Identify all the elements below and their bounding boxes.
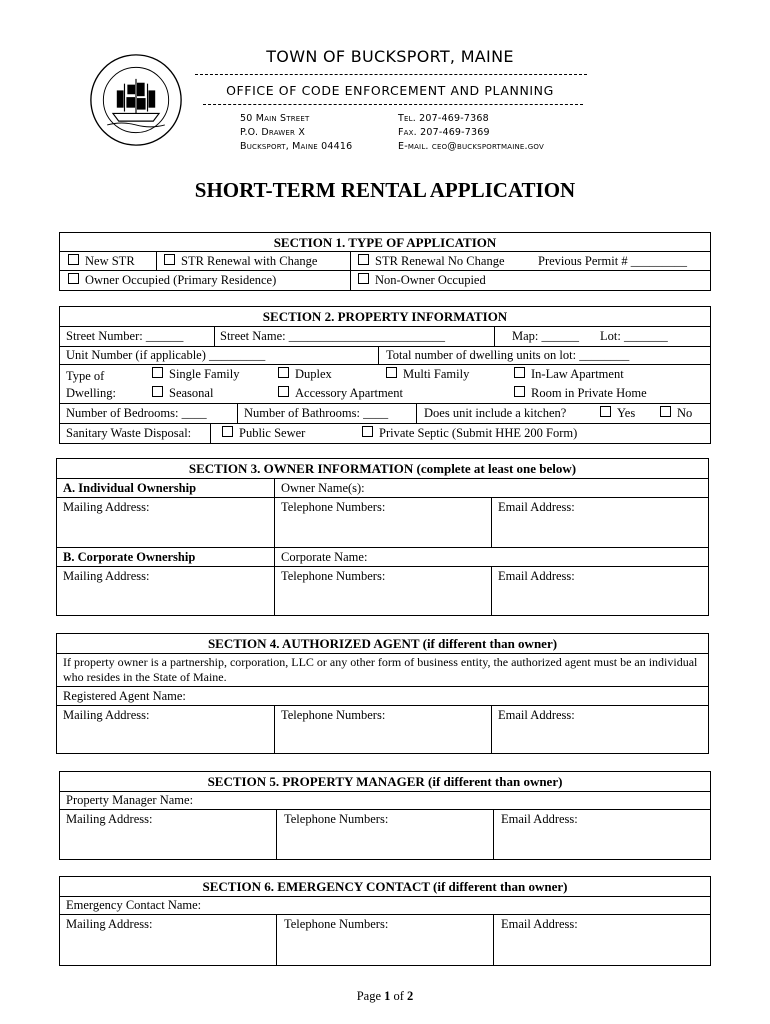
unit-number-field[interactable]: Unit Number (if applicable) _________ [66,348,266,362]
checkbox[interactable] [362,426,373,437]
cell-divider [416,403,417,423]
section-1-type-of-application [59,232,711,291]
option-label: Owner Occupied (Primary Residence) [85,273,277,287]
registered-agent-name-field[interactable]: Registered Agent Name: [63,689,186,703]
mailing-address-field[interactable]: Mailing Address: [66,812,153,826]
section-4-authorized-agent [56,633,709,754]
map-field[interactable]: Map: ______ [512,329,580,343]
mailing-address-field[interactable]: Mailing Address: [63,708,150,722]
renewal-with-change-option[interactable] [164,254,317,269]
row-divider [57,547,708,548]
telephone-field[interactable]: Telephone Numbers: [281,500,386,514]
telephone-field[interactable]: Telephone Numbers: [281,569,386,583]
city-state-zip: Bucksport, Maine 04416 [240,141,353,152]
address-block [240,112,352,154]
checkbox[interactable] [514,367,525,378]
row-divider [57,497,708,498]
checkbox[interactable] [660,406,671,417]
single-family-option[interactable] [152,367,240,382]
accessory-apartment-option[interactable] [278,386,403,401]
cell-divider [493,914,494,966]
header-divider [203,104,583,105]
kitchen-question: Does unit include a kitchen? [424,406,567,420]
total-units-field[interactable]: Total number of dwelling units on lot: ________ [386,348,630,362]
row-divider [60,364,710,365]
email-contact: E-mail. ceo@bucksportmaine.gov [398,141,544,152]
kitchen-no-option[interactable] [660,406,692,421]
row-divider [57,566,708,567]
cell-divider [491,566,492,616]
owner-names-field[interactable]: Owner Name(s): [281,481,365,495]
section-2-property-information [59,306,711,444]
agent-requirement-note: If property owner is a partnership, corporation, LLC or any other form of business entity, the authorized agent must be an individual who resides in the State of Maine. [63,655,698,684]
checkbox[interactable] [68,273,79,284]
checkbox[interactable] [164,254,175,265]
section-heading: SECTION 4. AUTHORIZED AGENT (if different than owner) [207,636,558,651]
bathrooms-field[interactable]: Number of Bathrooms: ____ [244,406,389,420]
individual-ownership-label: A. Individual Ownership [63,481,197,495]
new-str-option[interactable] [68,254,135,269]
email-field[interactable]: Email Address: [498,500,575,514]
option-label: Seasonal [169,386,214,400]
section-heading: SECTION 3. OWNER INFORMATION (complete at least one below) [188,461,577,476]
cell-divider [350,251,351,291]
option-label: New STR [85,254,135,268]
telephone-field[interactable]: Telephone Numbers: [284,917,389,931]
row-divider [60,403,710,404]
corporate-ownership-label: B. Corporate Ownership [63,550,196,564]
section-3-owner-information [56,458,709,616]
seasonal-option[interactable] [152,386,213,401]
cell-divider [237,403,238,423]
cell-divider [378,346,379,364]
office-name: OFFICE OF CODE ENFORCEMENT AND PLANNING [226,83,554,98]
page-label: Page [356,989,381,1003]
checkbox[interactable] [358,273,369,284]
checkbox[interactable] [600,406,611,417]
telephone: Tel. 207-469-7368 [398,113,489,124]
row-divider [60,914,710,915]
po-box: P.O. Drawer X [240,127,306,138]
checkbox[interactable] [358,254,369,265]
telephone-field[interactable]: Telephone Numbers: [284,812,389,826]
row-divider [57,705,708,706]
option-label: STR Renewal with Change [181,254,318,268]
option-label: Duplex [295,367,332,381]
cell-divider [491,497,492,547]
row-divider [60,423,710,424]
dwelling-type-label: Type of [66,369,105,383]
emergency-contact-name-field[interactable]: Emergency Contact Name: [66,898,202,912]
cell-divider [276,809,277,860]
row-divider [60,346,710,347]
email-field[interactable]: Email Address: [501,812,578,826]
form-title: SHORT-TERM RENTAL APPLICATION [194,178,576,202]
private-septic-option[interactable] [362,426,577,441]
option-label: Multi Family [403,367,470,381]
section-5-property-manager [59,771,711,860]
checkbox[interactable] [386,367,397,378]
row-divider [60,791,710,792]
page-of: of [393,989,404,1003]
checkbox[interactable] [152,367,163,378]
option-label: STR Renewal No Change [375,254,505,268]
header-divider [195,74,587,75]
mailing-address-field[interactable]: Mailing Address: [63,500,150,514]
option-label: Private Septic (Submit HHE 200 Form) [379,426,578,440]
option-label: Accessory Apartment [295,386,403,400]
page-number [0,989,770,1004]
cell-divider [494,326,495,346]
mailing-address-field[interactable]: Mailing Address: [66,917,153,931]
property-manager-name-field[interactable]: Property Manager Name: [66,793,194,807]
option-label: Non-Owner Occupied [375,273,486,287]
email-field[interactable]: Email Address: [501,917,578,931]
row-divider [57,478,708,479]
email-field[interactable]: Email Address: [498,708,575,722]
telephone-field[interactable]: Telephone Numbers: [281,708,386,722]
bedrooms-field[interactable]: Number of Bedrooms: ____ [66,406,207,420]
checkbox[interactable] [514,386,525,397]
option-label: Single Family [169,367,240,381]
previous-permit-field[interactable]: Previous Permit # _________ [538,254,687,268]
section-heading: SECTION 1. TYPE OF APPLICATION [273,235,497,250]
corporate-name-field[interactable]: Corporate Name: [281,550,368,564]
room-in-home-option[interactable] [514,386,647,401]
email-field[interactable]: Email Address: [498,569,575,583]
checkbox[interactable] [278,367,289,378]
non-owner-occupied-option[interactable] [358,273,486,288]
street-number-field[interactable]: Street Number: ______ [66,329,184,343]
mailing-address-field[interactable]: Mailing Address: [63,569,150,583]
public-sewer-option[interactable] [222,426,305,441]
checkbox[interactable] [152,386,163,397]
section-heading: SECTION 5. PROPERTY MANAGER (if different than owner) [207,774,563,789]
duplex-option[interactable] [278,367,332,382]
section-heading: SECTION 2. PROPERTY INFORMATION [262,309,508,324]
cell-divider [274,478,275,616]
sanitary-label: Sanitary Waste Disposal: [66,426,192,440]
total-pages: 2 [407,989,414,1003]
checkbox[interactable] [68,254,79,265]
fax: Fax. 207-469-7369 [398,127,490,138]
option-label: No [677,406,693,420]
kitchen-yes-option[interactable] [600,406,635,421]
contact-block [398,112,544,154]
row-divider [57,653,708,654]
cell-divider [274,705,275,754]
row-divider [60,270,710,271]
row-divider [60,251,710,252]
option-label: Public Sewer [239,426,306,440]
row-divider [60,896,710,897]
town-seal [88,52,184,148]
option-label: Yes [617,406,636,420]
in-law-apartment-option[interactable] [514,367,624,382]
lot-field[interactable]: Lot: _______ [600,329,668,343]
option-label: In-Law Apartment [531,367,624,381]
cell-divider [276,914,277,966]
option-label: Room in Private Home [531,386,647,400]
section-heading: SECTION 6. EMERGENCY CONTACT (if different than owner) [202,879,568,894]
multi-family-option[interactable] [386,367,469,382]
town-name: TOWN OF BUCKSPORT, MAINE [266,47,514,66]
current-page: 1 [384,989,391,1003]
street-address: 50 Main Street [240,113,310,124]
street-name-field[interactable]: Street Name: _________________________ [220,329,445,343]
cell-divider [210,423,211,444]
renewal-no-change-option[interactable] [358,254,505,269]
cell-divider [156,251,157,270]
checkbox[interactable] [278,386,289,397]
cell-divider [493,809,494,860]
cell-divider [214,326,215,346]
row-divider [57,686,708,687]
section-6-emergency-contact [59,876,711,966]
row-divider [60,326,710,327]
owner-occupied-option[interactable] [68,273,276,288]
checkbox[interactable] [222,426,233,437]
row-divider [60,809,710,810]
cell-divider [491,705,492,754]
dwelling-type-label: Dwelling: [66,386,116,400]
